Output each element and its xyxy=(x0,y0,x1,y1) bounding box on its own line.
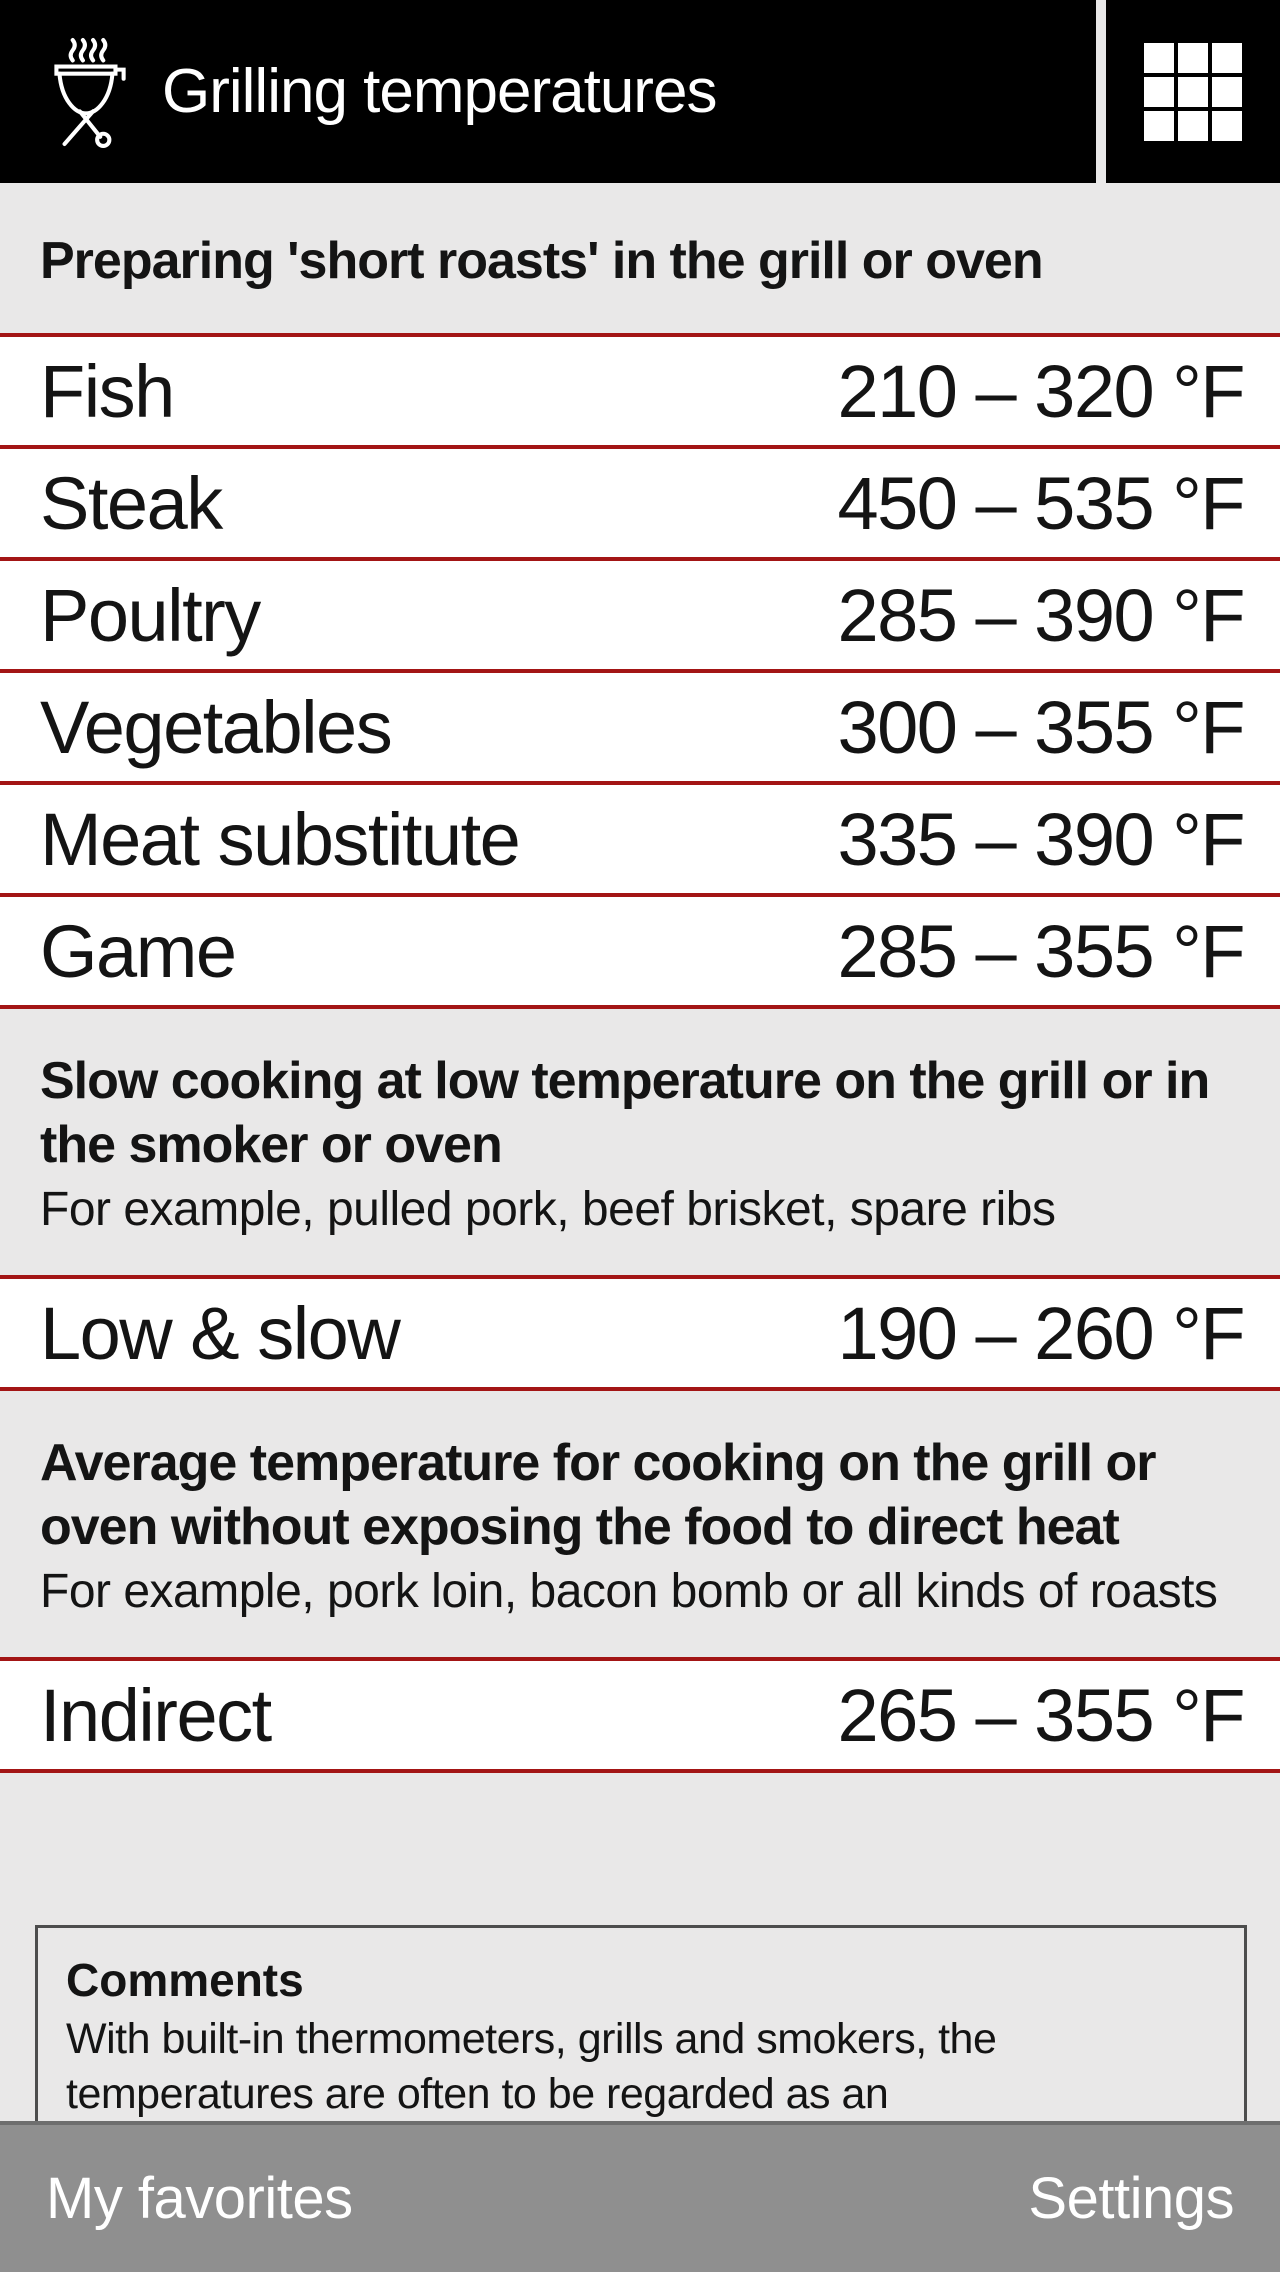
section-heading-slow-cooking xyxy=(0,1009,1280,1279)
settings-button[interactable]: Settings xyxy=(1028,2166,1234,2231)
row-label: Low & slow xyxy=(40,1291,400,1375)
app-title: Grilling temperatures xyxy=(162,57,717,126)
table-row[interactable] xyxy=(0,1279,1280,1391)
row-label: Poultry xyxy=(40,573,260,657)
row-temperature-range: 285 – 390 °F xyxy=(837,573,1244,657)
row-temperature-range: 285 – 355 °F xyxy=(837,909,1244,993)
row-label: Meat substitute xyxy=(40,797,520,881)
section-heading-text: Preparing 'short roasts' in the grill or oven xyxy=(40,232,1043,290)
row-temperature-range: 450 – 535 °F xyxy=(837,461,1244,545)
section-heading-example: For example, pulled pork, beef brisket, spare ribs xyxy=(40,1183,1056,1236)
table-row[interactable] xyxy=(0,337,1280,449)
row-temperature-range: 300 – 355 °F xyxy=(837,685,1244,769)
table-row[interactable] xyxy=(0,449,1280,561)
bottom-bar xyxy=(0,2121,1280,2272)
section-heading-text: Slow cooking at low temperature on the grill or in the smoker or oven xyxy=(40,1052,1210,1174)
table-row[interactable] xyxy=(0,673,1280,785)
row-label: Vegetables xyxy=(40,685,392,769)
row-temperature-range: 335 – 390 °F xyxy=(837,797,1244,881)
row-temperature-range: 265 – 355 °F xyxy=(837,1673,1244,1757)
comments-title: Comments xyxy=(66,1954,304,2006)
app-header xyxy=(0,0,1096,183)
table-row[interactable] xyxy=(0,1661,1280,1773)
section-heading-example: For example, pork loin, bacon bomb or all kinds of roasts xyxy=(40,1565,1218,1618)
section-heading-short-roasts xyxy=(0,183,1280,337)
section-heading-indirect xyxy=(0,1391,1280,1661)
row-temperature-range: 190 – 260 °F xyxy=(837,1291,1244,1375)
row-temperature-range: 210 – 320 °F xyxy=(837,349,1244,433)
row-label: Fish xyxy=(40,349,174,433)
row-label: Game xyxy=(40,909,236,993)
my-favorites-button[interactable]: My favorites xyxy=(46,2166,353,2231)
table-row[interactable] xyxy=(0,897,1280,1009)
row-label: Steak xyxy=(40,461,222,545)
temperature-list xyxy=(0,183,1280,1773)
comments-body: With built-in thermometers, grills and smokers, the temperatures are often to be regarded as an xyxy=(66,2015,997,2118)
menu-button[interactable] xyxy=(1106,0,1280,183)
grill-icon xyxy=(50,36,128,148)
grid-menu-icon xyxy=(1144,43,1242,141)
table-row[interactable] xyxy=(0,785,1280,897)
row-label: Indirect xyxy=(40,1673,271,1757)
section-heading-text: Average temperature for cooking on the grill or oven without exposing the food to direct heat xyxy=(40,1434,1156,1556)
table-row[interactable] xyxy=(0,561,1280,673)
